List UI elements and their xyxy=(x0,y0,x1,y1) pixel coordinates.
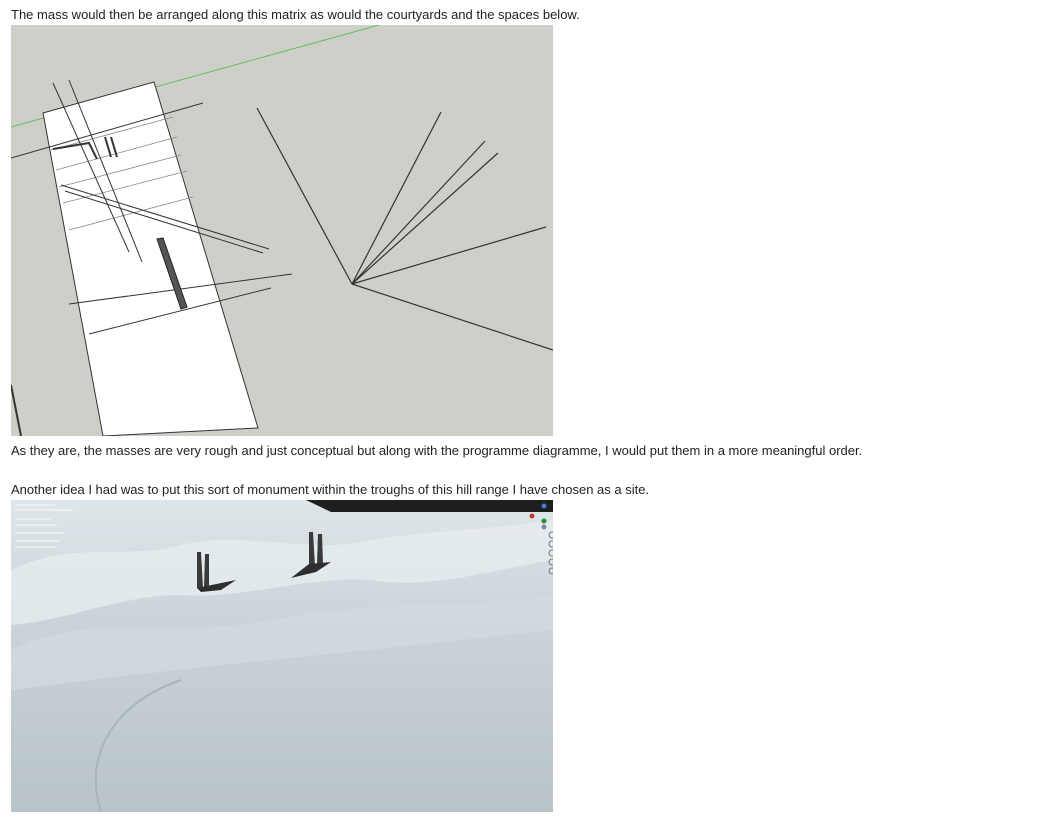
paragraph-intro: The mass would then be arranged along this matrix as would the courtyards and the spaces below. xyxy=(11,7,580,22)
paragraph-masses: As they are, the masses are very rough and just conceptual but along with the programme diagramme, I would put them in a more meaningful order. xyxy=(11,443,863,458)
paragraph-site-idea: Another idea I had was to put this sort of monument within the troughs of this hill range I have chosen as a site. xyxy=(11,482,650,497)
massing-matrix-image xyxy=(11,25,553,436)
terrain-monument-image xyxy=(11,500,553,812)
